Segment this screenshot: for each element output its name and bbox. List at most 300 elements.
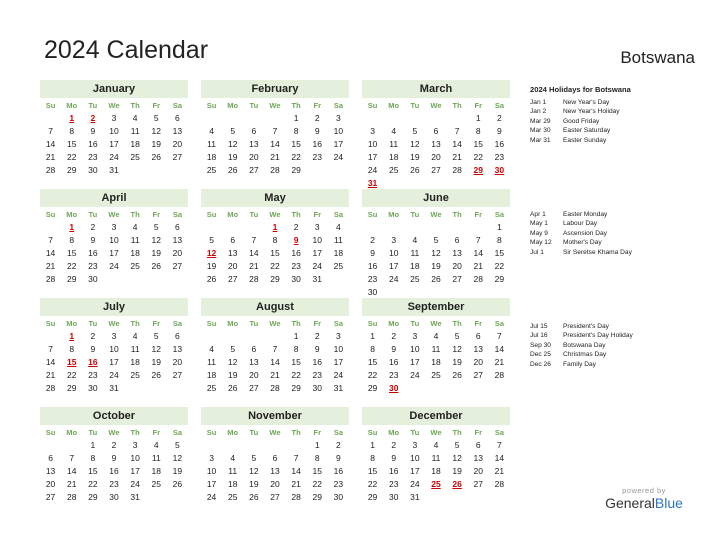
weekday-label: Tu — [88, 101, 98, 110]
day-cell: 30 — [88, 383, 98, 393]
holiday-date: Sep 30 — [530, 341, 551, 349]
page-title: 2024 Calendar — [44, 36, 209, 64]
day-grid — [362, 112, 510, 190]
day-cell: 25 — [410, 274, 420, 284]
day-cell: 6 — [433, 126, 439, 136]
empty-day — [40, 112, 61, 125]
day-cell: 22 — [291, 152, 301, 162]
day-cell: 29 — [367, 383, 378, 393]
day-cell: 2 — [497, 113, 502, 123]
day-cell: 11 — [130, 235, 140, 245]
day-cell: 2 — [293, 222, 299, 232]
holiday-day-cell: 25 — [431, 479, 441, 489]
day-cell: 23 — [312, 370, 322, 380]
weekday-label: Su — [367, 101, 378, 110]
weekday-label: We — [108, 101, 120, 110]
day-cell: 13 — [473, 344, 483, 354]
day-cell: 22 — [367, 370, 378, 380]
weekday-label: Th — [130, 319, 140, 328]
day-cell: 3 — [111, 331, 117, 341]
weekday-label: Sa — [333, 210, 343, 219]
day-cell: 31 — [109, 165, 119, 175]
day-cell: 18 — [431, 357, 441, 367]
day-cell: 28 — [473, 274, 483, 284]
day-cell: 22 — [88, 479, 98, 489]
holiday-date: Mar 30 — [530, 127, 551, 135]
day-cell: 29 — [291, 383, 301, 393]
day-cell: 30 — [291, 274, 301, 284]
day-cell: 5 — [433, 235, 439, 245]
day-cell: 18 — [151, 466, 161, 476]
holidays-title: 2024 Holidays for Botswana — [530, 85, 631, 94]
day-cell: 11 — [130, 344, 140, 354]
day-cell: 21 — [45, 261, 56, 271]
day-cell: 20 — [452, 261, 462, 271]
day-cell: 14 — [473, 248, 483, 258]
day-cell: 19 — [227, 370, 238, 380]
day-cell: 20 — [45, 479, 56, 489]
day-cell: 15 — [473, 139, 483, 149]
day-cell: 9 — [111, 453, 117, 463]
day-cell: 20 — [270, 479, 280, 489]
holiday-date: Jul 15 — [530, 323, 548, 330]
day-grid — [201, 221, 349, 286]
empty-day — [383, 112, 404, 125]
day-grid — [362, 221, 510, 299]
day-cell: 5 — [209, 235, 214, 245]
day-cell: 4 — [209, 344, 214, 354]
day-cell: 3 — [412, 440, 418, 450]
day-cell: 4 — [209, 126, 214, 136]
brand-name-b: Blue — [654, 495, 683, 511]
day-cell: 12 — [227, 357, 238, 367]
holiday-row — [530, 360, 633, 369]
day-cell: 6 — [175, 331, 180, 341]
weekday-label: Fr — [474, 319, 483, 328]
weekday-label: Fr — [313, 428, 322, 437]
day-cell: 19 — [410, 152, 420, 162]
weekday-label: Su — [206, 101, 217, 110]
day-cell: 20 — [473, 466, 483, 476]
day-cell: 12 — [151, 235, 161, 245]
weekday-label: Tu — [249, 428, 259, 437]
day-cell: 4 — [132, 331, 138, 341]
month-march — [362, 80, 510, 190]
day-cell: 25 — [151, 479, 161, 489]
day-cell: 11 — [389, 139, 399, 149]
weekday-label: Su — [206, 210, 217, 219]
day-grid — [40, 221, 188, 286]
day-cell: 23 — [291, 261, 301, 271]
holiday-name: New Year's Day — [563, 99, 610, 106]
day-cell: 13 — [172, 344, 183, 354]
empty-day — [40, 330, 61, 343]
holiday-date: Mar 31 — [530, 136, 551, 144]
empty-day — [264, 330, 285, 343]
day-cell: 15 — [312, 466, 322, 476]
weekday-label: We — [430, 319, 442, 328]
holiday-name: President's Day — [563, 323, 609, 330]
day-cell: 11 — [130, 126, 140, 136]
day-cell: 2 — [336, 440, 341, 450]
weekday-label: Mo — [227, 101, 239, 110]
weekday-label: Fr — [474, 210, 483, 219]
empty-day — [222, 221, 243, 234]
day-cell: 18 — [227, 479, 238, 489]
holiday-row — [530, 238, 632, 247]
day-cell: 8 — [272, 235, 278, 245]
day-cell: 24 — [312, 261, 322, 271]
weekday-label: We — [108, 210, 120, 219]
holiday-date: Jan 2 — [530, 108, 547, 116]
day-cell: 10 — [388, 248, 399, 258]
day-cell: 20 — [431, 152, 441, 162]
day-cell: 8 — [497, 235, 502, 245]
day-cell: 18 — [410, 261, 420, 271]
day-cell: 10 — [312, 235, 322, 245]
weekday-label: We — [430, 428, 442, 437]
day-cell: 7 — [48, 344, 53, 354]
day-cell: 16 — [291, 248, 301, 258]
day-cell: 5 — [153, 113, 159, 123]
day-cell: 9 — [314, 126, 320, 136]
weekday-row — [40, 208, 188, 221]
day-cell: 7 — [454, 126, 460, 136]
day-cell: 24 — [410, 370, 420, 380]
weekday-label: Tu — [410, 319, 420, 328]
day-cell: 3 — [314, 222, 320, 232]
day-cell: 29 — [367, 492, 378, 502]
day-cell: 15 — [270, 248, 280, 258]
day-cell: 27 — [227, 274, 238, 284]
day-cell: 4 — [391, 126, 397, 136]
month-july — [40, 298, 188, 395]
day-cell: 14 — [494, 453, 505, 463]
holiday-row — [530, 219, 632, 228]
day-cell: 27 — [431, 165, 441, 175]
day-cell: 3 — [111, 113, 117, 123]
month-header: November — [201, 407, 349, 425]
day-cell: 21 — [494, 357, 505, 367]
day-cell: 5 — [251, 453, 257, 463]
brand-logo — [586, 486, 702, 511]
day-cell: 27 — [249, 165, 259, 175]
holiday-date: Dec 26 — [530, 360, 551, 368]
day-cell: 26 — [431, 274, 441, 284]
day-cell: 29 — [88, 492, 98, 502]
day-cell: 5 — [230, 126, 236, 136]
day-cell: 17 — [109, 139, 119, 149]
day-cell: 17 — [410, 357, 420, 367]
day-cell: 28 — [494, 479, 505, 489]
day-cell: 27 — [249, 383, 259, 393]
empty-day — [362, 221, 383, 234]
day-cell: 23 — [312, 152, 322, 162]
day-cell: 28 — [45, 383, 56, 393]
weekday-label: Th — [130, 101, 140, 110]
day-cell: 31 — [312, 274, 322, 284]
day-cell: 6 — [251, 126, 257, 136]
day-cell: 18 — [130, 139, 140, 149]
day-cell: 23 — [367, 274, 378, 284]
day-cell: 11 — [207, 357, 216, 367]
day-cell: 30 — [388, 492, 399, 502]
day-cell: 10 — [206, 466, 217, 476]
day-cell: 16 — [333, 466, 344, 476]
weekday-label: Fr — [474, 101, 483, 110]
day-cell: 12 — [452, 344, 462, 354]
day-cell: 17 — [333, 357, 344, 367]
weekday-label: Su — [367, 210, 378, 219]
weekday-label: We — [430, 101, 442, 110]
holiday-date: May 1 — [530, 220, 548, 228]
day-cell: 12 — [431, 248, 441, 258]
weekday-label: Th — [291, 428, 301, 437]
day-cell: 14 — [270, 139, 280, 149]
day-cell: 8 — [314, 453, 320, 463]
day-cell: 2 — [90, 222, 96, 232]
day-cell: 29 — [494, 274, 505, 284]
day-cell: 18 — [388, 152, 399, 162]
day-cell: 25 — [130, 370, 140, 380]
weekday-label: Tu — [410, 428, 420, 437]
weekday-label: Mo — [388, 428, 400, 437]
weekday-row — [40, 426, 188, 439]
day-cell: 26 — [227, 165, 238, 175]
day-cell: 21 — [270, 370, 280, 380]
holiday-day-cell: 30 — [388, 383, 399, 393]
day-cell: 20 — [227, 261, 238, 271]
day-cell: 24 — [109, 152, 119, 162]
day-cell: 16 — [388, 357, 399, 367]
day-cell: 25 — [227, 492, 238, 502]
day-grid — [201, 330, 349, 395]
day-cell: 21 — [452, 152, 462, 162]
day-cell: 19 — [249, 479, 259, 489]
weekday-row — [362, 317, 510, 330]
weekday-label: Tu — [410, 101, 420, 110]
day-cell: 24 — [109, 370, 119, 380]
weekday-label: Sa — [494, 101, 504, 110]
weekday-label: We — [108, 428, 120, 437]
day-grid — [40, 439, 188, 504]
day-cell: 14 — [291, 466, 301, 476]
day-cell: 21 — [249, 261, 259, 271]
day-grid — [362, 330, 510, 395]
day-cell: 23 — [109, 479, 119, 489]
day-cell: 11 — [151, 453, 161, 463]
day-cell: 8 — [293, 126, 299, 136]
weekday-label: Sa — [494, 428, 504, 437]
day-cell: 16 — [88, 139, 98, 149]
weekday-label: We — [430, 210, 442, 219]
weekday-label: Th — [452, 101, 462, 110]
day-cell: 9 — [314, 344, 320, 354]
day-grid — [40, 112, 188, 177]
day-cell: 13 — [172, 126, 183, 136]
empty-day — [264, 112, 285, 125]
day-cell: 27 — [270, 492, 280, 502]
brand-name-a: General — [605, 495, 655, 511]
day-cell: 3 — [209, 453, 214, 463]
holiday-name: New Year's Holiday — [563, 108, 620, 116]
day-cell: 19 — [206, 261, 217, 271]
day-cell: 22 — [270, 261, 280, 271]
day-cell: 4 — [412, 235, 418, 245]
day-cell: 30 — [367, 287, 378, 297]
day-cell: 6 — [175, 222, 180, 232]
day-cell: 20 — [172, 357, 183, 367]
day-cell: 13 — [249, 139, 259, 149]
holiday-date: Jan 1 — [530, 99, 547, 106]
holiday-day-cell: 1 — [69, 113, 75, 123]
weekday-label: Mo — [227, 428, 239, 437]
weekday-row — [201, 317, 349, 330]
empty-day — [243, 112, 264, 125]
day-cell: 1 — [497, 222, 502, 232]
empty-day — [201, 330, 222, 343]
weekday-label: Mo — [66, 101, 78, 110]
day-cell: 13 — [452, 248, 462, 258]
day-cell: 11 — [431, 453, 441, 463]
day-cell: 27 — [452, 274, 462, 284]
day-cell: 9 — [391, 344, 397, 354]
day-cell: 2 — [111, 440, 117, 450]
holiday-row — [530, 331, 633, 340]
day-cell: 19 — [172, 466, 183, 476]
holiday-date: May 12 — [530, 239, 552, 247]
holiday-group — [530, 322, 633, 369]
holiday-row — [530, 350, 633, 359]
day-cell: 5 — [153, 222, 159, 232]
day-cell: 21 — [45, 152, 56, 162]
day-cell: 18 — [130, 357, 140, 367]
day-cell: 18 — [333, 248, 344, 258]
day-cell: 11 — [228, 466, 238, 476]
day-cell: 15 — [291, 357, 301, 367]
day-grid — [362, 439, 510, 504]
day-cell: 17 — [410, 466, 420, 476]
holiday-row — [530, 136, 631, 145]
day-cell: 7 — [497, 440, 502, 450]
day-cell: 11 — [410, 248, 420, 258]
day-cell: 19 — [452, 357, 462, 367]
day-cell: 1 — [90, 440, 96, 450]
day-cell: 29 — [66, 274, 77, 284]
empty-day — [61, 439, 82, 452]
empty-day — [222, 439, 243, 452]
empty-day — [243, 330, 264, 343]
weekday-label: Fr — [313, 210, 322, 219]
weekday-label: Sa — [494, 210, 504, 219]
day-cell: 2 — [370, 235, 375, 245]
day-cell: 8 — [69, 344, 75, 354]
day-cell: 12 — [452, 453, 462, 463]
day-cell: 11 — [431, 344, 441, 354]
day-cell: 15 — [291, 139, 301, 149]
day-cell: 8 — [370, 344, 375, 354]
day-cell: 29 — [66, 383, 77, 393]
month-header: February — [201, 80, 349, 98]
month-august — [201, 298, 349, 395]
holiday-name: Botswana Day — [563, 341, 606, 349]
day-cell: 14 — [249, 248, 259, 258]
day-cell: 6 — [230, 235, 236, 245]
weekday-label: We — [269, 101, 281, 110]
weekday-label: Fr — [152, 210, 161, 219]
day-cell: 19 — [151, 248, 161, 258]
day-cell: 21 — [66, 479, 77, 489]
holiday-name: Christmas Day — [563, 351, 607, 359]
day-cell: 24 — [410, 479, 420, 489]
day-cell: 17 — [367, 152, 378, 162]
day-cell: 24 — [333, 152, 344, 162]
empty-day — [468, 221, 489, 234]
day-cell: 17 — [130, 466, 140, 476]
day-cell: 12 — [151, 344, 161, 354]
day-cell: 10 — [109, 126, 119, 136]
weekday-label: Th — [452, 210, 462, 219]
day-cell: 6 — [454, 235, 460, 245]
day-cell: 22 — [291, 370, 301, 380]
weekday-label: Su — [45, 319, 56, 328]
day-cell: 14 — [452, 139, 462, 149]
day-cell: 3 — [412, 331, 418, 341]
holiday-name: Sir Seretse Khama Day — [563, 248, 632, 256]
holiday-day-cell: 1 — [69, 222, 75, 232]
weekday-label: Sa — [494, 319, 504, 328]
weekday-label: Tu — [249, 319, 259, 328]
day-cell: 26 — [227, 383, 238, 393]
holiday-group — [530, 210, 632, 257]
day-cell: 20 — [172, 248, 183, 258]
weekday-label: Sa — [172, 428, 182, 437]
month-header: March — [362, 80, 510, 98]
day-cell: 13 — [172, 235, 183, 245]
day-cell: 1 — [314, 440, 320, 450]
weekday-label: We — [108, 319, 120, 328]
month-header: January — [40, 80, 188, 98]
holiday-name: Easter Sunday — [563, 136, 607, 144]
day-cell: 8 — [69, 235, 75, 245]
empty-day — [447, 112, 468, 125]
holiday-name: Mother's Day — [563, 239, 602, 247]
day-cell: 6 — [272, 453, 278, 463]
day-cell: 3 — [336, 113, 341, 123]
empty-day — [222, 330, 243, 343]
day-cell: 26 — [452, 370, 462, 380]
holiday-date: May 9 — [530, 229, 548, 237]
weekday-label: Sa — [333, 319, 343, 328]
day-cell: 25 — [431, 370, 441, 380]
holiday-day-cell: 26 — [452, 479, 462, 489]
brand-name — [586, 495, 702, 511]
day-cell: 16 — [312, 357, 322, 367]
empty-day — [404, 221, 425, 234]
day-cell: 12 — [151, 126, 161, 136]
month-october — [40, 407, 188, 504]
day-cell: 15 — [88, 466, 98, 476]
day-cell: 5 — [454, 440, 460, 450]
day-cell: 5 — [153, 331, 159, 341]
day-cell: 27 — [172, 370, 183, 380]
day-cell: 24 — [206, 492, 217, 502]
day-cell: 29 — [312, 492, 322, 502]
weekday-row — [362, 99, 510, 112]
empty-day — [201, 221, 222, 234]
month-header: June — [362, 189, 510, 207]
weekday-label: Fr — [152, 319, 161, 328]
